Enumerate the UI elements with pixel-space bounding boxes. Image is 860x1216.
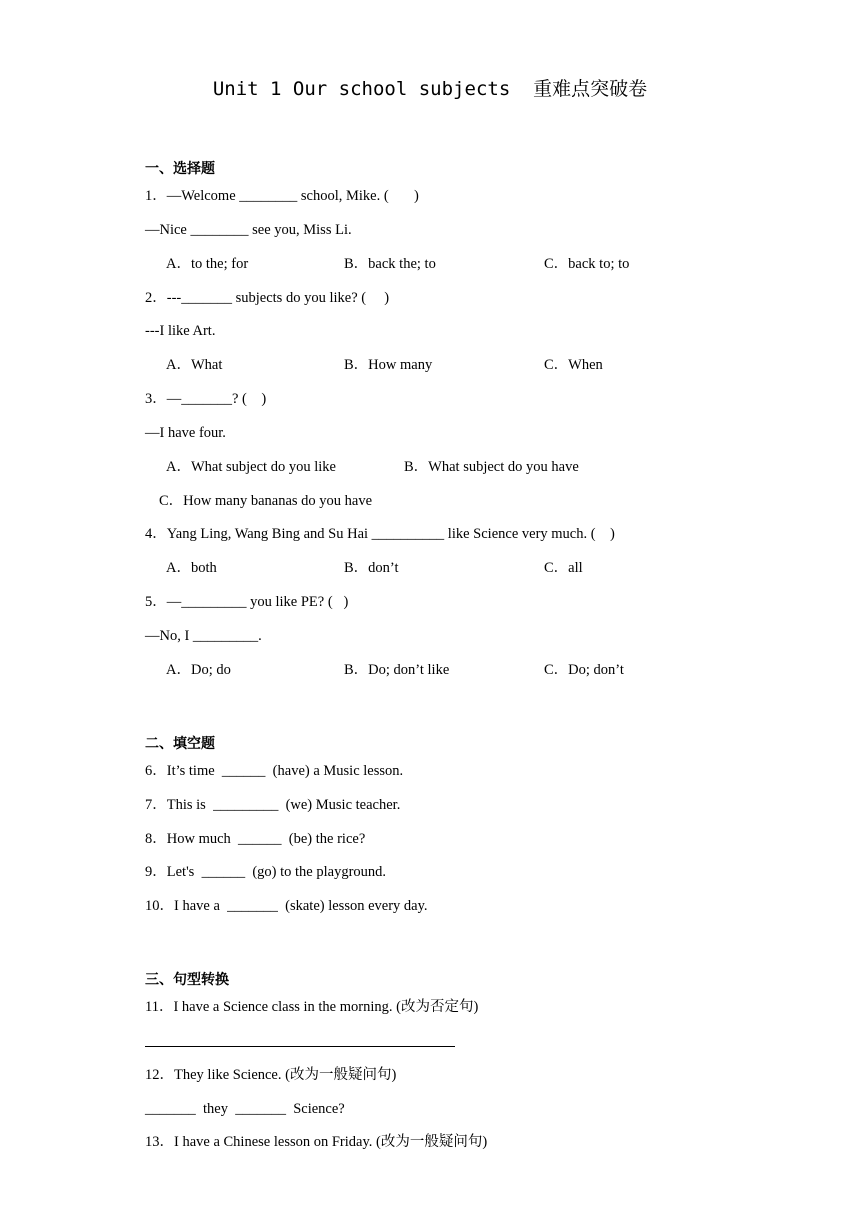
- fill-question-10: 10．I have a _______ (skate) lesson every day.: [145, 898, 428, 914]
- question-2-option-b: B．How many: [344, 357, 433, 373]
- question-5-option-b: B．Do; don’t like: [344, 662, 450, 678]
- fill-question-7: 7．This is _________ (we) Music teacher.: [145, 797, 401, 813]
- transform-question-12-answer: _______ they _______ Science?: [145, 1101, 345, 1117]
- question-4-option-a: A．both: [166, 560, 217, 576]
- question-2-option-c: C．When: [544, 357, 603, 373]
- question-4-stem: 4．Yang Ling, Wang Bing and Su Hai __________ like Science very much. ( ): [145, 526, 615, 542]
- question-1-stem: 1．—Welcome ________ school, Mike. ( ): [145, 188, 419, 204]
- question-1-option-a: A．to the; for: [166, 256, 249, 272]
- question-2-reply: ---I like Art.: [145, 323, 216, 339]
- answer-line: [145, 1046, 455, 1047]
- question-4-option-c: C．all: [544, 560, 583, 576]
- question-5-option-c: C．Do; don’t: [544, 662, 624, 678]
- question-2-stem: 2．---_______ subjects do you like? ( ): [145, 290, 390, 306]
- section-heading-fill: 二、填空题: [145, 736, 215, 752]
- transform-question-12: 12．They like Science. (改为一般疑问句): [145, 1067, 397, 1083]
- page-title: Unit 1 Our school subjects 重难点突破卷: [212, 78, 648, 100]
- question-1-option-c: C．back to; to: [544, 256, 630, 272]
- question-3-reply: —I have four.: [145, 425, 226, 441]
- question-3-option-a: A．What subject do you like: [166, 459, 336, 475]
- question-3-stem: 3．—_______? ( ): [145, 391, 267, 407]
- section-heading-choice: 一、选择题: [145, 161, 215, 177]
- question-3-option-b: B．What subject do you have: [404, 459, 579, 475]
- question-5-option-a: A．Do; do: [166, 662, 231, 678]
- fill-question-9: 9．Let's ______ (go) to the playground.: [145, 864, 387, 880]
- section-heading-transform: 三、句型转换: [145, 972, 229, 988]
- fill-question-6: 6．It’s time ______ (have) a Music lesson.: [145, 763, 404, 779]
- transform-question-11: 11．I have a Science class in the morning. (改为否定句): [145, 999, 479, 1015]
- question-1-option-b: B．back the; to: [344, 256, 436, 272]
- question-5-reply: —No, I _________.: [145, 628, 262, 644]
- question-1-reply: —Nice ________ see you, Miss Li.: [145, 222, 352, 238]
- question-2-option-a: A．What: [166, 357, 223, 373]
- question-4-option-b: B．don’t: [344, 560, 399, 576]
- transform-question-13: 13．I have a Chinese lesson on Friday. (改为一般疑问句): [145, 1134, 488, 1150]
- question-3-option-c: C．How many bananas do you have: [159, 493, 373, 509]
- fill-question-8: 8．How much ______ (be) the rice?: [145, 831, 366, 847]
- question-5-stem: 5．—_________ you like PE? ( ): [145, 594, 349, 610]
